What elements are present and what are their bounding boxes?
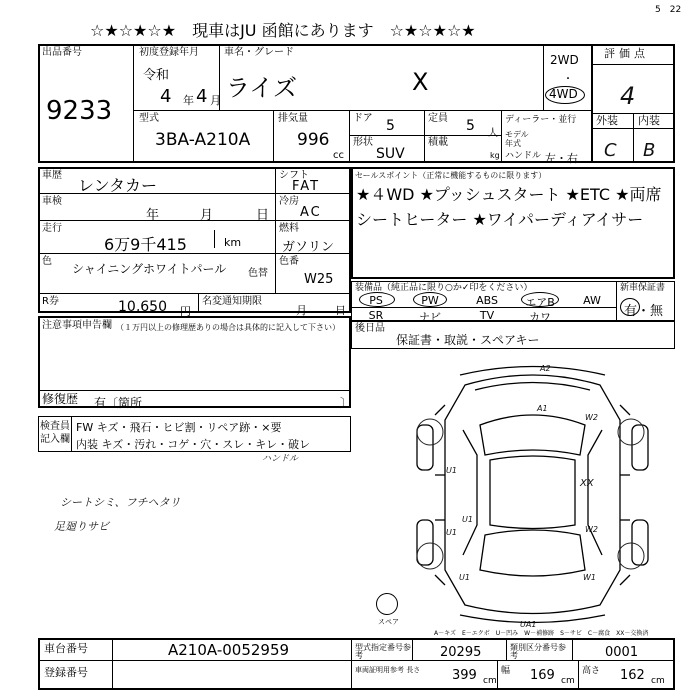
lot-number: 9233: [46, 96, 113, 126]
equip-sr: SR: [368, 309, 384, 322]
mark-u1-rear: U1: [459, 573, 470, 582]
load-label: 積載: [428, 137, 448, 148]
exterior-grade: C: [604, 140, 617, 161]
shape: SUV: [376, 146, 405, 162]
repair-label: 修復歴: [42, 392, 79, 406]
handle-label: ハンドル: [505, 151, 542, 161]
mark-u1-left: U1: [446, 466, 457, 475]
inspector-line-1: FW キズ・飛石・ヒビ割・リペア跡・×要: [76, 421, 282, 434]
width-cm: cm: [561, 676, 575, 686]
equip-tv: TV: [479, 309, 495, 322]
mark-w2-top: W2: [585, 413, 598, 422]
capacity-unit: 人: [488, 128, 498, 139]
inspection-year: 年: [146, 208, 160, 223]
mark-a1: A1: [537, 404, 548, 413]
registration-label: 初度登録年月: [139, 47, 199, 58]
damage-diagram: [405, 360, 660, 625]
length-cm: cm: [483, 676, 497, 686]
declaration-label: 注意事項申告欄: [42, 320, 112, 331]
drive-dot: ・: [563, 74, 573, 85]
goods-label: 後日品: [355, 323, 385, 334]
history: レンタカー: [78, 176, 157, 195]
model-year-label: モデル年式: [505, 130, 529, 148]
equip-airbag: エアB: [525, 296, 555, 309]
vehicle-grade: X: [412, 68, 429, 96]
shift: FAT: [292, 179, 321, 194]
color-code-label: 色番: [279, 256, 299, 267]
recycle-unit: 円: [180, 305, 191, 318]
declaration-sub: （１万円以上の修理歴ありの場合は具体的に記入して下さい）: [116, 323, 340, 332]
inspection-month: 月: [200, 208, 214, 223]
color-code: W25: [304, 272, 334, 287]
recycle-value: 10,650: [118, 299, 167, 315]
equip-ps: PS: [369, 294, 383, 307]
type-number: 20295: [440, 645, 482, 660]
drive-2wd: 2WD: [550, 53, 579, 67]
vehicle-name: ライズ: [226, 74, 298, 102]
height-label: 高さ: [582, 666, 601, 676]
chassis-number: A210A-0052959: [168, 641, 290, 659]
reg-year-unit: 年: [183, 94, 194, 107]
sales-label: セールスポイント（正常に機能するものに限ります）: [355, 171, 547, 180]
load-unit: kg: [490, 151, 500, 160]
fuel: ガソリン: [282, 240, 335, 255]
reg-month-unit: 月: [210, 94, 221, 107]
doors: 5: [386, 118, 395, 134]
mark-u1-mid: U1: [462, 515, 473, 524]
reg-year: 4: [160, 86, 172, 107]
inspection-label: 車検: [42, 196, 62, 207]
height-cm: cm: [651, 676, 665, 686]
note-2: 足廻りサビ: [54, 520, 109, 533]
reg-month: 4: [196, 86, 208, 107]
shift-label: シフト: [279, 170, 309, 181]
corner-mark: 5 22: [655, 5, 682, 15]
drive-4wd: 4WD: [549, 87, 578, 101]
vehicle-label: 車名・グレード: [224, 47, 294, 58]
notice-month: 月: [296, 304, 307, 317]
warranty: 有・無: [624, 304, 664, 319]
goods: 保証書・取説・スペアキー: [396, 333, 540, 347]
repair-close: 〕: [340, 396, 353, 410]
doors-label: ドア: [353, 113, 373, 124]
exterior-label: 外装: [596, 114, 618, 127]
inspection-day: 日: [256, 208, 270, 223]
length-label: 車両証明用参考 長さ: [355, 666, 421, 674]
interior-label: 内装: [638, 114, 660, 127]
notice-day: 日: [335, 304, 346, 317]
model-code: 3BA-A210A: [155, 130, 251, 150]
class-label: 類別区分番号参考: [510, 643, 566, 660]
mileage-label: 走行: [42, 223, 62, 234]
inspector-label-2: 記入欄: [40, 434, 70, 445]
era: 令和: [143, 68, 170, 83]
capacity: 5: [466, 118, 475, 134]
mark-u1-left-2: U1: [446, 528, 457, 537]
color-change-label: 色替: [248, 268, 268, 279]
equip-navi: ナビ: [419, 311, 441, 324]
ac-label: 冷房: [279, 196, 299, 207]
type-label: 型式指定番号参考: [355, 643, 411, 660]
banner: ☆★☆★☆★ 現車はJU 函館にあります ☆★☆★☆★: [90, 21, 476, 40]
cc-unit: cc: [333, 150, 344, 161]
mark-w2-right: W2: [585, 525, 598, 534]
chassis-label: 車台番号: [44, 642, 88, 655]
fuel-label: 燃料: [279, 223, 299, 234]
color-label: 色: [42, 256, 52, 267]
width-label: 幅: [501, 666, 511, 676]
mileage: 6万9千415: [104, 235, 187, 254]
equip-aw: AW: [583, 294, 601, 307]
note-1: シートシミ、フチヘタリ: [60, 496, 181, 509]
sales-text: ★４WD ★プッシュスタート ★ETC ★両席シートヒーター ★ワイパーディアイサー: [356, 185, 662, 229]
inspector-line-2: 内装 キズ・汚れ・コゲ・穴・スレ・キレ・破レ: [76, 438, 311, 451]
reg-label: 登録番号: [44, 666, 88, 679]
color: シャイニングホワイトパール: [72, 262, 227, 276]
inspector-label: 検査員: [40, 421, 70, 432]
displacement-label: 排気量: [278, 113, 308, 124]
equip-pw: PW: [421, 294, 439, 307]
equipment-label: 装備品（純正品に限り○か✓印をください）: [355, 283, 533, 293]
dealer-label: ディーラー・並行: [505, 115, 577, 125]
displacement: 996: [297, 130, 330, 150]
mark-a2: A2: [540, 364, 551, 373]
mark-w1: W1: [583, 573, 596, 582]
history-label: 車歴: [42, 170, 62, 181]
capacity-label: 定員: [428, 113, 448, 124]
length: 399: [452, 668, 477, 683]
spare-label: スペア: [378, 618, 399, 626]
warranty-label: 新車保証書: [620, 283, 666, 293]
evaluation-score: 4: [620, 82, 636, 110]
equip-leather: カワ: [529, 311, 551, 324]
equip-abs: ABS: [476, 294, 498, 307]
mark-xx: XX: [580, 478, 594, 489]
interior-grade: B: [643, 140, 656, 161]
ac: AC: [300, 205, 322, 220]
height: 162: [620, 668, 645, 683]
width: 169: [530, 668, 555, 683]
model-label: 型式: [139, 113, 159, 124]
damage-legend: A－キズ E－エクボ U－凹み W－補修跡 S－サビ C－腐食 XX－交換済: [434, 630, 649, 637]
km-unit: km: [224, 236, 242, 249]
handle-note: ハンドル: [262, 454, 299, 464]
repair-value: 有〔箇所: [94, 396, 143, 410]
evaluation-label: 評価点: [604, 47, 649, 60]
lot-label: 出品番号: [42, 47, 82, 58]
handle: 左・右: [545, 152, 578, 165]
notice-label: 名変通知期限: [202, 296, 262, 307]
mark-ua1: UA1: [520, 620, 537, 629]
class-number: 0001: [605, 645, 639, 660]
recycle-label: R券: [42, 296, 59, 307]
shape-label: 形状: [353, 137, 373, 148]
